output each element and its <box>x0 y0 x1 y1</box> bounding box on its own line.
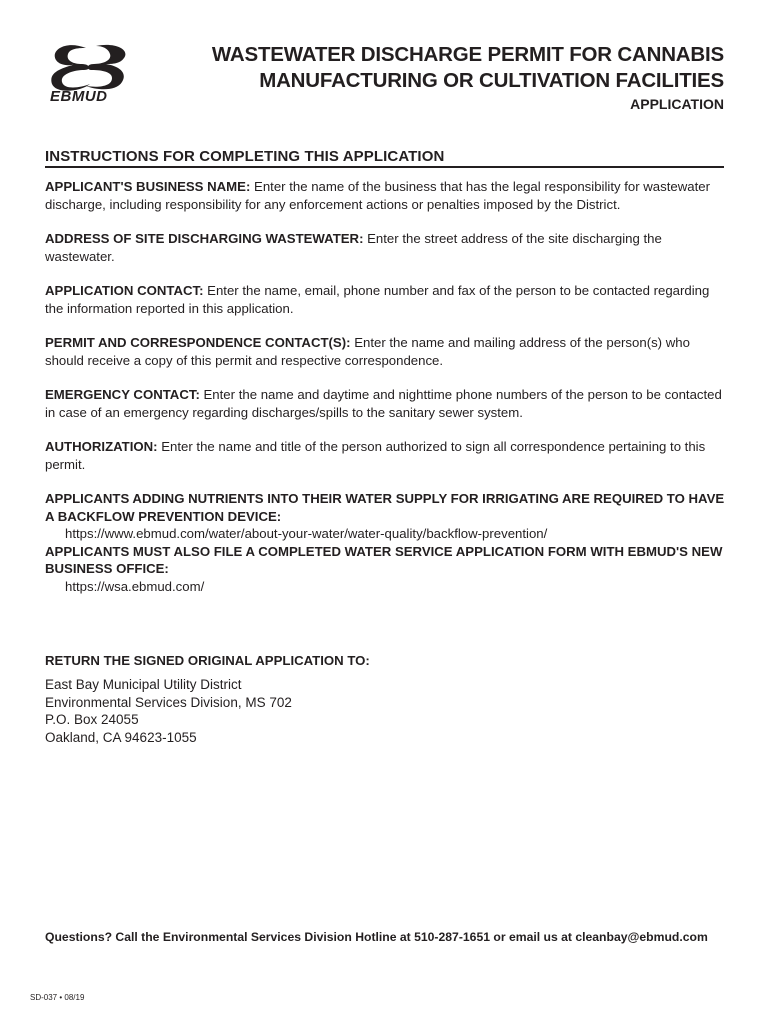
backflow-link[interactable]: https://www.ebmud.com/water/about-your-water/water-quality/backflow-prevention/ <box>65 526 548 541</box>
return-address-block <box>45 653 725 746</box>
wsa-notice <box>45 543 730 578</box>
instruction-business-name <box>45 178 730 213</box>
instruction-label: APPLICANT'S BUSINESS NAME: <box>45 179 251 194</box>
ebmud-logo-mark-icon <box>46 42 130 92</box>
instruction-text: Enter the name and daytime and nighttime phone numbers of the person to be contacted in case of an emergency regarding discharges/spills to the sanitary sewer system. <box>45 387 722 420</box>
questions-hotline: Questions? Call the Environmental Services Division Hotline at 510-287-1651 or email us at cleanbay@ebmud.com <box>45 930 708 944</box>
instruction-text: Enter the name, email, phone number and fax of the person to be contacted regarding the information reported in this application. <box>45 283 710 316</box>
address-line: Oakland, CA 94623-1055 <box>45 729 197 745</box>
address-line: East Bay Municipal Utility District <box>45 677 242 692</box>
address-line: P.O. Box 24055 <box>45 712 139 727</box>
instruction-label: PERMIT AND CORRESPONDENCE CONTACT(S): <box>45 335 351 350</box>
title-line-2: MANUFACTURING OR CULTIVATION FACILITIES <box>259 69 724 92</box>
address-line: Environmental Services Division, MS 702 <box>45 694 292 710</box>
backflow-notice <box>45 490 730 525</box>
instruction-text: Enter the name and title of the person authorized to sign all correspondence pertaining to this permit. <box>45 439 706 472</box>
instruction-text: Enter the street address of the site discharging the wastewater. <box>45 231 662 264</box>
instruction-label: ADDRESS OF SITE DISCHARGING WASTEWATER: <box>45 231 364 246</box>
instructions-body <box>45 178 730 595</box>
instruction-label: AUTHORIZATION: <box>45 439 158 454</box>
instruction-authorization <box>45 438 730 473</box>
instructions-heading: INSTRUCTIONS FOR COMPLETING THIS APPLICATION <box>45 148 724 168</box>
return-label: RETURN THE SIGNED ORIGINAL APPLICATION TO: <box>45 653 370 668</box>
instruction-label: APPLICATION CONTACT: <box>45 283 204 298</box>
title-line-1: WASTEWATER DISCHARGE PERMIT FOR CANNABIS <box>211 43 724 66</box>
logo-text: EBMUD <box>50 88 108 105</box>
wsa-link[interactable]: https://wsa.ebmud.com/ <box>65 578 205 594</box>
wsa-notice-text: APPLICANTS MUST ALSO FILE A COMPLETED WATER SERVICE APPLICATION FORM WITH EBMUD'S NEW BUSINESS OFFICE: <box>45 543 723 576</box>
instruction-text: Enter the name and mailing address of the person(s) who should receive a copy of this permit and respective correspondence. <box>45 335 690 368</box>
instruction-site-address <box>45 230 730 265</box>
instruction-application-contact <box>45 282 730 317</box>
page-title <box>212 42 724 94</box>
instruction-text: Enter the name of the business that has the legal responsibility for wastewater discharge, including responsibility for any enforcement actions or penalties imposed by the District. <box>45 179 710 212</box>
instruction-label: EMERGENCY CONTACT: <box>45 387 200 402</box>
backflow-notice-text: APPLICANTS ADDING NUTRIENTS INTO THEIR WATER SUPPLY FOR IRRIGATING ARE REQUIRED TO HAVE A BACKFLOW PREVENTION DEVICE: <box>45 491 725 524</box>
form-id: SD-037 • 08/19 <box>30 993 85 1002</box>
instruction-correspondence-contact <box>45 334 730 369</box>
instruction-emergency-contact <box>45 386 730 421</box>
page-subtitle: APPLICATION <box>630 96 724 112</box>
